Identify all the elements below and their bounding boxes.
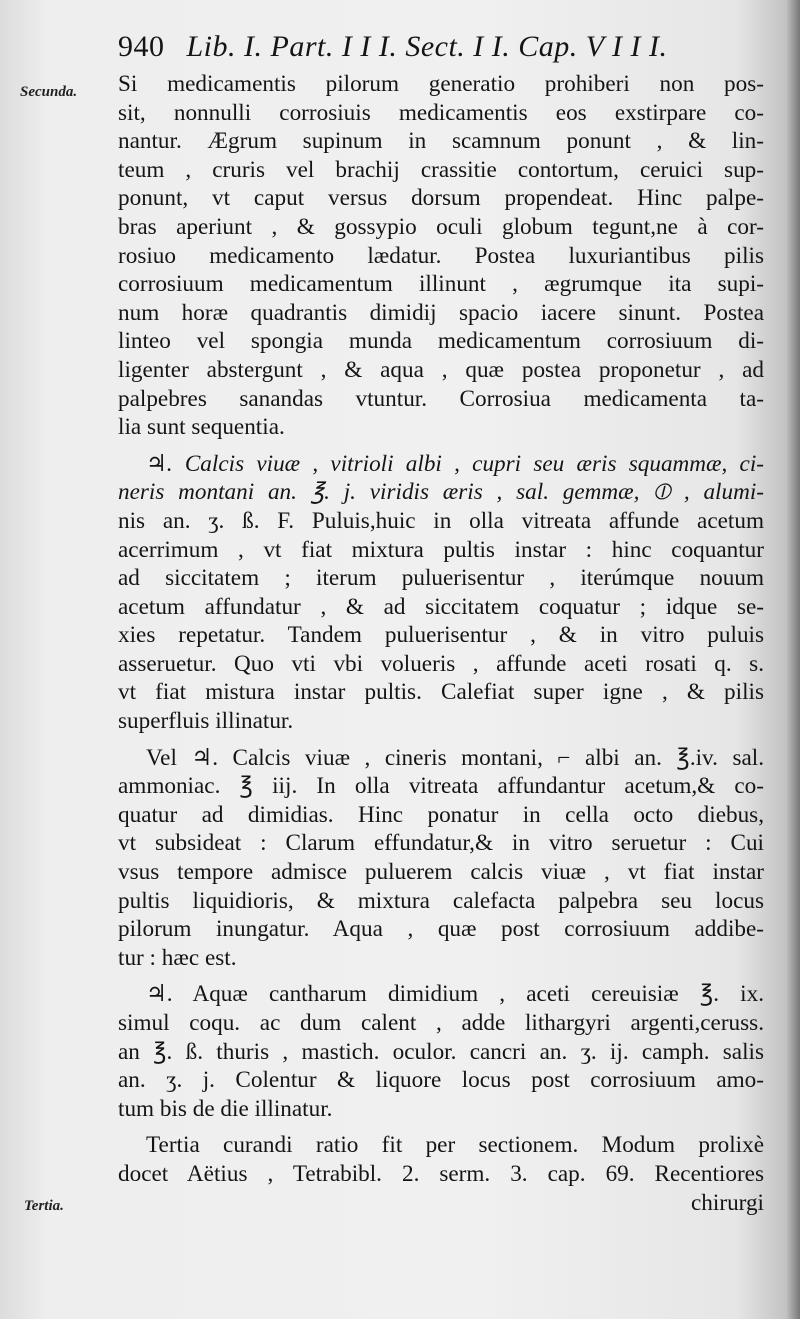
- text-line: an. ʒ. j. Colentur & liquore locus post corrosiuum amo-: [118, 1067, 764, 1094]
- text-line: superfluis illinatur.: [118, 708, 294, 735]
- text-line: ammoniac. ℥ iij. In olla vitreata affundantur acetum,& co-: [118, 773, 764, 800]
- recipe-line: neris montani an. ℥. j. viridis æris , sal. gemmæ, ⦶ , alumi-: [118, 479, 764, 506]
- catchword: chirurgi: [691, 1189, 764, 1216]
- text-line: lia sunt sequentia.: [118, 414, 285, 441]
- running-head: Lib. I. Part. I I I. Sect. I I. Cap. V I I I.: [186, 30, 668, 63]
- text-line: palpebres sanandas vtuntur. Corrosiua medicamenta ta-: [118, 385, 764, 412]
- text-line: linteo vel spongia munda medicamentum corrosiuum di-: [118, 328, 764, 355]
- text-line: quatur ad dimidias. Hinc ponatur in cella octo diebus,: [118, 801, 764, 828]
- text-line: pultis liquidioris, & mixtura calefacta palpebra seu locus: [118, 887, 764, 914]
- text-line: rosiuo medicamento lædatur. Postea luxuriantibus pilis: [118, 242, 764, 269]
- recipe-line: ♃. Calcis viuæ , vitrioli albi , cupri seu æris squammæ, ci-: [146, 450, 764, 477]
- text-line: acerrimum , vt fiat mixtura pultis instar : hinc coquantur: [118, 536, 764, 563]
- text-line: docet Aëtius , Tetrabibl. 2. serm. 3. cap. 69. Recentiores: [118, 1160, 764, 1187]
- text-line: nis an. ʒ. ß. F. Puluis,huic in olla vitreata affunde acetum: [118, 507, 764, 534]
- text-line: Tertia curandi ratio fit per sectionem. Modum prolixè: [146, 1132, 764, 1159]
- text-line: tum bis de die illinatur.: [118, 1095, 333, 1122]
- text-line: ponunt, vt caput versus dorsum propendeat. Hinc palpe-: [118, 185, 764, 212]
- text-line: ligenter abstergunt , & aqua , quæ postea proponetur , ad: [118, 356, 764, 383]
- text-line: vt fiat mistura instar pultis. Calefiat super igne , & pilis: [118, 679, 764, 706]
- margin-note-secunda: Secunda.: [20, 84, 78, 100]
- text-line: sit, nonnulli corrosiuis medicamentis eos exstirpare co-: [118, 99, 764, 126]
- text-line: asseruetur. Quo vti vbi volueris , affunde aceti rosati q. s.: [118, 650, 764, 677]
- paragraph-gap: [118, 442, 764, 450]
- text-line: nantur. Ægrum supinum in scamnum ponunt , & lin-: [118, 128, 764, 155]
- text-line: corrosiuum medicamentum illinunt , ægrumque ita supi-: [118, 271, 764, 298]
- page-edge-shadow: [786, 0, 800, 1319]
- text-line: an ℥. ß. thuris , mastich. oculor. cancri an. ʒ. ij. camph. salis: [118, 1038, 764, 1065]
- text-line: acetum affundatur , & ad siccitatem coquatur ; idque se-: [118, 593, 764, 620]
- margin-note-tertia: Tertia.: [24, 1198, 64, 1214]
- text-line: bras aperiunt , & gossypio oculi globum tegunt,ne à cor-: [118, 213, 764, 240]
- text-line: pilorum inungatur. Aqua , quæ post corrosiuum addibe-: [118, 916, 764, 943]
- recipe-line: Vel ♃. Calcis viuæ , cineris montani, ⌐ albi an. ℥.iv. sal.: [146, 744, 764, 771]
- text-line: vt subsideat : Clarum effundatur,& in vitro seruetur : Cui: [118, 830, 764, 857]
- text-line: vsus tempore admisce puluerem calcis viuæ , vt fiat instar: [118, 859, 764, 886]
- text-line: ad siccitatem ; iterum puluerisentur , iterúmque nouum: [118, 565, 764, 592]
- text-line: tur : hæc est.: [118, 944, 237, 971]
- body-text: [118, 70, 764, 1217]
- text-line: Si medicamentis pilorum generatio prohiberi non pos-: [118, 71, 764, 97]
- running-header: [118, 30, 758, 64]
- text-line: num horæ quadrantis dimidij spacio iacere sinunt. Postea: [118, 299, 764, 326]
- paragraph-gap: [118, 972, 764, 980]
- recipe-line: ♃. Aquæ cantharum dimidium , aceti cereuisiæ ℥. ix.: [146, 981, 764, 1008]
- text-line: xies repetatur. Tandem puluerisentur , & in vitro puluis: [118, 622, 764, 649]
- page-number: 940: [118, 30, 165, 63]
- paragraph-gap: [118, 1123, 764, 1131]
- text-line: simul coqu. ac dum calent , adde lithargyri argenti,ceruss.: [118, 1010, 764, 1036]
- text-line: teum , cruris vel brachij crassitie contortum, ceruici sup-: [118, 156, 764, 183]
- paragraph-gap: [118, 736, 764, 744]
